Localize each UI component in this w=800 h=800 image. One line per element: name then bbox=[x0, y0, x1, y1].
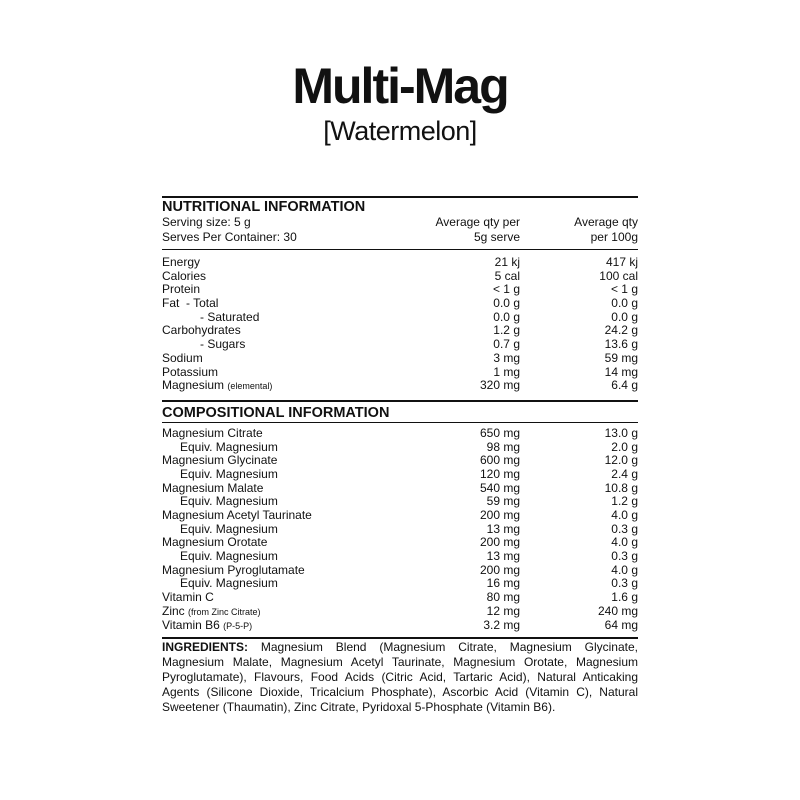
component-label: Equiv. Magnesium bbox=[180, 466, 278, 481]
per-serve-value: 12 mg bbox=[486, 603, 520, 618]
component-label: Equiv. Magnesium bbox=[180, 439, 278, 454]
per-serve-value: 80 mg bbox=[486, 590, 520, 605]
component-label: Magnesium Glycinate bbox=[162, 453, 278, 468]
nutrition-row bbox=[162, 379, 638, 393]
nutrient-note: (elemental) bbox=[227, 381, 273, 392]
composition-row bbox=[162, 591, 638, 605]
component-label: Zinc bbox=[162, 603, 185, 618]
composition-row bbox=[162, 427, 638, 441]
nutrient-label: Protein bbox=[162, 282, 201, 297]
product-title: Multi-Mag bbox=[292, 58, 508, 114]
per-serve-value: 0.0 g bbox=[493, 309, 520, 324]
per-100g-value: 2.0 g bbox=[611, 439, 638, 454]
nutrition-row bbox=[162, 297, 638, 311]
composition-bottom-rule bbox=[162, 637, 638, 639]
per-100g-value: 4.0 g bbox=[611, 508, 638, 522]
top-rule bbox=[162, 196, 638, 198]
serves-per-container: Serves Per Container: 30 bbox=[162, 230, 297, 244]
per-100g-value: 64 mg bbox=[604, 617, 638, 632]
per-serve-value: 21 kj bbox=[494, 255, 520, 269]
per-serve-value: 13 mg bbox=[486, 549, 520, 564]
nutrition-rows bbox=[162, 256, 638, 393]
nutrition-row bbox=[162, 338, 638, 352]
composition-title: COMPOSITIONAL INFORMATION bbox=[162, 404, 390, 421]
composition-row bbox=[162, 482, 638, 496]
composition-top-rule bbox=[162, 400, 638, 402]
component-label: Equiv. Magnesium bbox=[180, 576, 278, 591]
component-label: Magnesium Acetyl Taurinate bbox=[162, 508, 312, 522]
per-100g-value: 24.2 g bbox=[604, 323, 638, 338]
per-100g-value: 12.0 g bbox=[604, 453, 638, 468]
composition-row bbox=[162, 550, 638, 564]
composition-row bbox=[162, 523, 638, 537]
per-100g-value: 13.0 g bbox=[604, 425, 638, 440]
per-100g-value: 417 kj bbox=[605, 255, 638, 269]
nutrient-label: - Sugars bbox=[200, 337, 246, 352]
component-note: (from Zinc Citrate) bbox=[188, 606, 261, 617]
composition-row bbox=[162, 577, 638, 591]
composition-row bbox=[162, 495, 638, 509]
per-serve-value: 3 mg bbox=[493, 350, 520, 365]
per-serve-value: 200 mg bbox=[479, 562, 520, 577]
ingredients-statement bbox=[162, 640, 638, 715]
per-serve-value: 1.2 g bbox=[493, 323, 520, 338]
serving-size: Serving size: 5 g bbox=[162, 215, 251, 229]
per-100g-value: 240 mg bbox=[597, 603, 638, 618]
composition-row bbox=[162, 468, 638, 482]
nutrition-row bbox=[162, 311, 638, 325]
composition-row bbox=[162, 509, 638, 523]
product-flavour: [Watermelon] bbox=[323, 116, 477, 146]
per-serve-value: 650 mg bbox=[479, 425, 520, 440]
per-serve-header-line2: 5g serve bbox=[473, 230, 520, 244]
nutrient-label-group bbox=[162, 379, 272, 394]
per-serve-value: 600 mg bbox=[479, 453, 520, 468]
per-serve-value: 5 cal bbox=[494, 268, 520, 283]
per-100g-header-line2: per 100g bbox=[590, 230, 638, 244]
nutrition-title: NUTRITIONAL INFORMATION bbox=[162, 199, 366, 215]
component-label: Equiv. Magnesium bbox=[180, 521, 278, 536]
per-serve-value: 200 mg bbox=[479, 508, 520, 522]
nutrient-label: Fat - Total bbox=[162, 296, 219, 311]
composition-row bbox=[162, 441, 638, 455]
ingredients-label: INGREDIENTS: bbox=[162, 640, 249, 654]
nutrition-header-rule bbox=[162, 249, 638, 250]
component-label-group bbox=[162, 619, 252, 634]
per-100g-header-line1: Average qty bbox=[574, 215, 638, 229]
per-serve-value: 120 mg bbox=[479, 466, 520, 481]
per-100g-value: 10.8 g bbox=[604, 480, 638, 495]
nutrient-label: Energy bbox=[162, 255, 201, 269]
serving-header-row-1 bbox=[162, 215, 638, 230]
component-label: Equiv. Magnesium bbox=[180, 494, 278, 509]
composition-row bbox=[162, 564, 638, 578]
per-serve-value: 1 mg bbox=[493, 364, 520, 379]
per-serve-value: < 1 g bbox=[492, 282, 520, 297]
nutrition-row bbox=[162, 352, 638, 366]
per-serve-value: 3.2 mg bbox=[483, 617, 520, 632]
nutrition-row bbox=[162, 366, 638, 380]
per-100g-value: 13.6 g bbox=[604, 337, 638, 352]
nutrition-panel bbox=[162, 196, 638, 639]
per-100g-value: 1.2 g bbox=[611, 494, 638, 509]
per-100g-value: 6.4 g bbox=[611, 378, 638, 393]
per-serve-value: 98 mg bbox=[486, 439, 520, 454]
nutrient-label: Potassium bbox=[162, 364, 219, 379]
component-label: Magnesium Pyroglutamate bbox=[162, 562, 305, 577]
component-label: Magnesium Malate bbox=[162, 480, 264, 495]
composition-row bbox=[162, 454, 638, 468]
per-serve-value: 16 mg bbox=[486, 576, 520, 591]
per-100g-value: 0.0 g bbox=[611, 296, 638, 311]
composition-rows bbox=[162, 427, 638, 632]
per-100g-value: 59 mg bbox=[604, 350, 638, 365]
per-100g-value: < 1 g bbox=[610, 282, 638, 297]
per-serve-value: 200 mg bbox=[479, 535, 520, 550]
per-serve-value: 540 mg bbox=[479, 480, 520, 495]
composition-row bbox=[162, 536, 638, 550]
per-100g-value: 0.3 g bbox=[611, 521, 638, 536]
component-note: (P-5-P) bbox=[223, 620, 253, 631]
per-serve-value: 59 mg bbox=[486, 494, 520, 509]
per-100g-value: 1.6 g bbox=[611, 590, 638, 605]
component-label: Magnesium Orotate bbox=[162, 535, 268, 550]
component-label: Magnesium Citrate bbox=[162, 425, 263, 440]
nutrient-label: Carbohydrates bbox=[162, 323, 241, 338]
per-100g-value: 100 cal bbox=[599, 268, 638, 283]
per-serve-header-line1: Average qty per bbox=[435, 215, 520, 229]
per-serve-value: 0.0 g bbox=[493, 296, 520, 311]
per-100g-value: 0.0 g bbox=[611, 309, 638, 324]
nutrient-label: - Saturated bbox=[200, 309, 260, 324]
component-label: Equiv. Magnesium bbox=[180, 549, 278, 564]
composition-row bbox=[162, 605, 638, 619]
nutrition-row bbox=[162, 324, 638, 338]
component-label: Vitamin C bbox=[162, 590, 214, 605]
per-100g-value: 4.0 g bbox=[611, 535, 638, 550]
composition-header-rule bbox=[162, 422, 638, 423]
per-100g-value: 0.3 g bbox=[611, 549, 638, 564]
per-serve-value: 320 mg bbox=[479, 378, 520, 393]
composition-row bbox=[162, 619, 638, 633]
nutrition-row bbox=[162, 283, 638, 297]
per-100g-value: 14 mg bbox=[604, 364, 638, 379]
nutrient-label: Sodium bbox=[162, 350, 203, 365]
nutrition-row bbox=[162, 256, 638, 270]
ingredients-text: Magnesium Blend (Magnesium Citrate, Magnesium Glycinate, Magnesium Malate, Magnesium Acetyl Taurinate, Magnesium Orotate, Magnesium Pyroglutamate), Flavours, Food Acids (Citric Acid, Tartaric Acid), Natural Anticaking Agents (Silicone Dioxide, Tricalcium Phosphate), Ascorbic Acid (Vitamin C), Natural Sweetener (Thaumatin), Zinc Citrate, Pyridoxal 5-Phosphate (Vitamin B6). bbox=[162, 640, 638, 714]
per-100g-value: 4.0 g bbox=[611, 562, 638, 577]
per-100g-value: 2.4 g bbox=[611, 466, 638, 481]
serving-header-row-2 bbox=[162, 230, 638, 245]
component-label: Vitamin B6 bbox=[162, 617, 220, 632]
per-serve-value: 0.7 g bbox=[493, 337, 520, 352]
nutrient-label: Calories bbox=[162, 268, 207, 283]
nutrition-row bbox=[162, 270, 638, 284]
per-serve-value: 13 mg bbox=[486, 521, 520, 536]
per-100g-value: 0.3 g bbox=[611, 576, 638, 591]
nutrient-label: Magnesium bbox=[162, 378, 225, 393]
